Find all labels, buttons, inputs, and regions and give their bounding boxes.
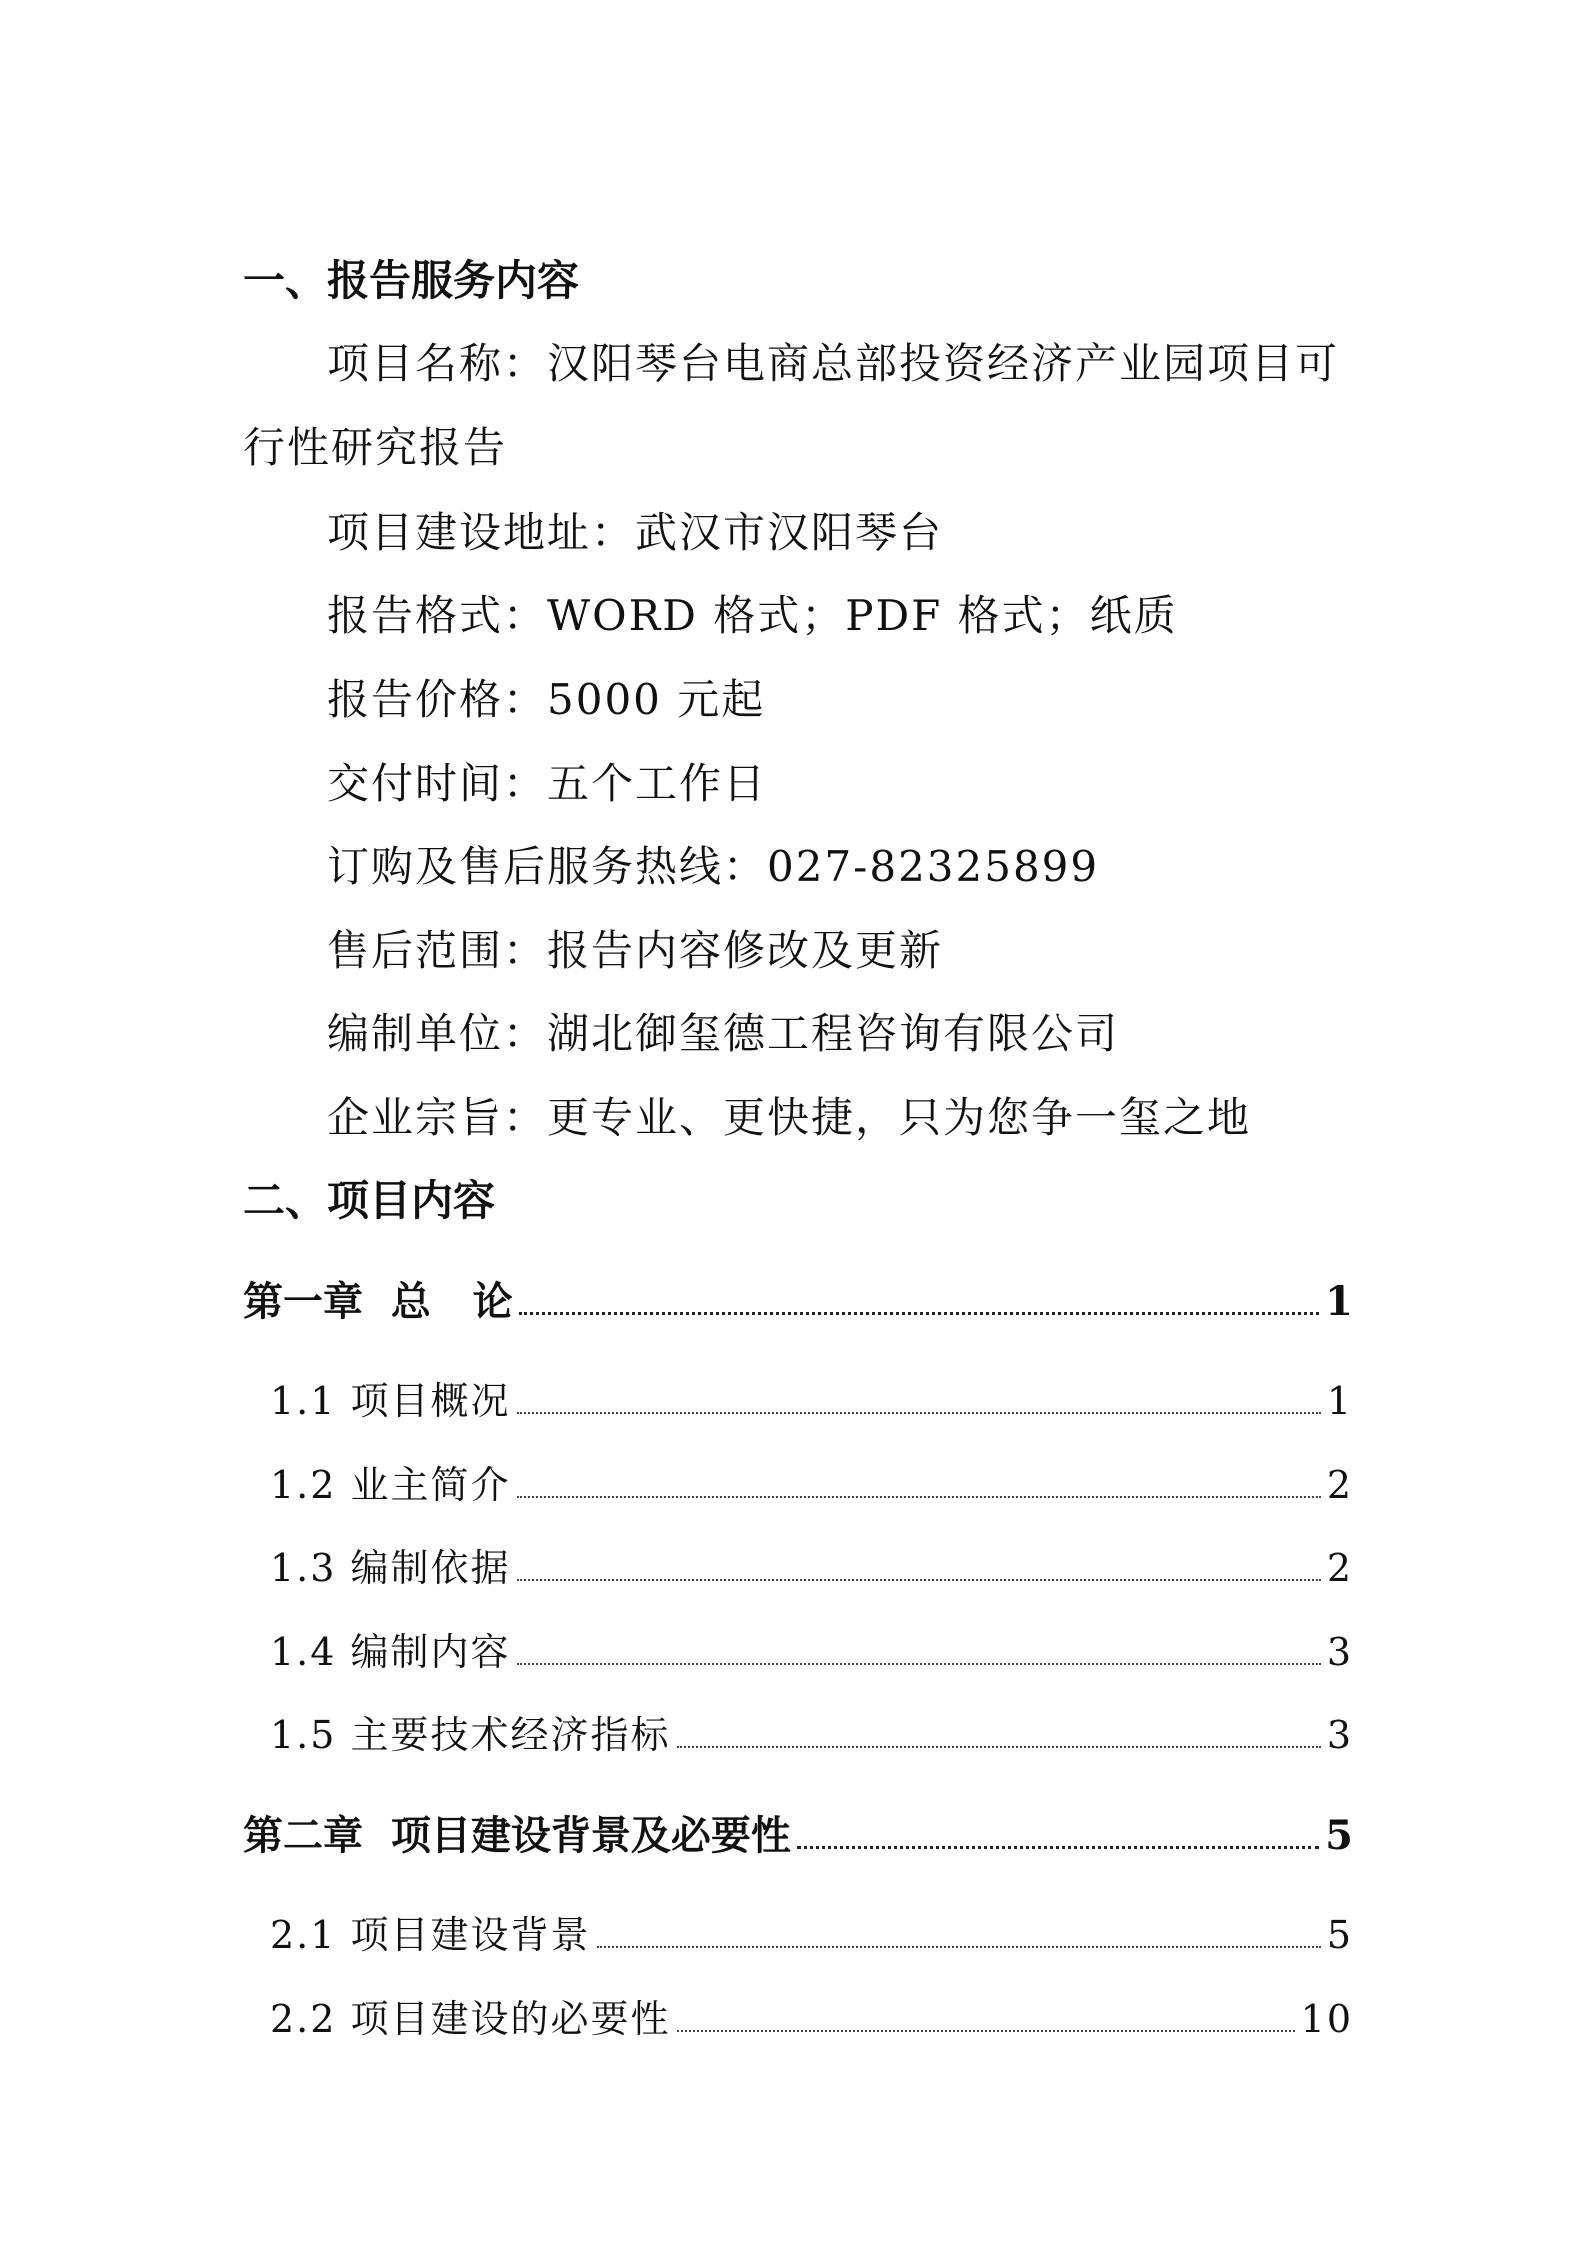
toc-title: 2.2 项目建设的必要性	[270, 1997, 671, 2041]
toc-page: 5	[1325, 1812, 1353, 1859]
toc-title: 1.2 业主简介	[270, 1463, 511, 1507]
toc-leader	[677, 2029, 1295, 2032]
toc-title: 1.4 编制内容	[270, 1630, 511, 1674]
toc-page: 10	[1300, 1997, 1353, 2041]
toc-leader	[677, 1745, 1321, 1748]
report-format: 报告格式：WORD 格式；PDF 格式；纸质	[327, 591, 1178, 640]
toc-leader	[517, 1411, 1321, 1414]
toc-title: 第一章 总 论	[243, 1278, 513, 1325]
toc-leader	[797, 1845, 1319, 1849]
project-address: 项目建设地址：武汉市汉阳琴台	[327, 508, 944, 557]
project-name-line: 项目名称：汉阳琴台电商总部投资经济产业园项目可行性研究报告	[243, 339, 1340, 472]
report-price: 报告价格：5000 元起	[327, 675, 766, 724]
toc-page: 5	[1326, 1913, 1353, 1957]
toc-entry[interactable]	[243, 1270, 1353, 1327]
toc-page: 2	[1326, 1463, 1353, 1507]
delivery-time: 交付时间：五个工作日	[327, 759, 768, 808]
section-heading-service: 一、报告服务内容	[243, 256, 580, 305]
editing-unit: 编制单位：湖北御玺德工程咨询有限公司	[327, 1009, 1120, 1058]
toc-leader	[517, 1662, 1321, 1665]
aftersales-scope: 售后范围：报告内容修改及更新	[327, 926, 944, 975]
section-heading-content: 二、项目内容	[243, 1176, 496, 1225]
toc-entry[interactable]	[270, 1370, 1353, 1425]
service-hotline: 订购及售后服务热线：027-82325899	[327, 842, 1100, 891]
toc-title: 1.5 主要技术经济指标	[270, 1713, 671, 1757]
toc-title: 第二章 项目建设背景及必要性	[243, 1812, 791, 1859]
toc-page: 1	[1326, 1379, 1353, 1423]
toc-leader	[517, 1495, 1321, 1498]
toc-page: 2	[1326, 1546, 1353, 1590]
toc-entry[interactable]	[270, 1454, 1353, 1509]
toc-leader	[597, 1945, 1321, 1948]
toc-entry[interactable]	[270, 1704, 1353, 1759]
company-motto: 企业宗旨：更专业、更快捷，只为您争一玺之地	[327, 1093, 1252, 1142]
toc-title: 2.1 项目建设背景	[270, 1913, 591, 1957]
toc-entry[interactable]	[270, 1904, 1353, 1959]
toc-entry[interactable]	[270, 1988, 1353, 2043]
toc-entry[interactable]	[243, 1804, 1353, 1861]
toc-page: 1	[1325, 1278, 1353, 1325]
toc-leader	[517, 1578, 1321, 1581]
toc-leader	[519, 1311, 1320, 1315]
toc-entry[interactable]	[270, 1621, 1353, 1676]
toc-page: 3	[1326, 1630, 1353, 1674]
toc-title: 1.1 项目概况	[270, 1379, 511, 1423]
toc-entry[interactable]	[270, 1537, 1353, 1592]
toc-page: 3	[1326, 1713, 1353, 1757]
toc-title: 1.3 编制依据	[270, 1546, 511, 1590]
